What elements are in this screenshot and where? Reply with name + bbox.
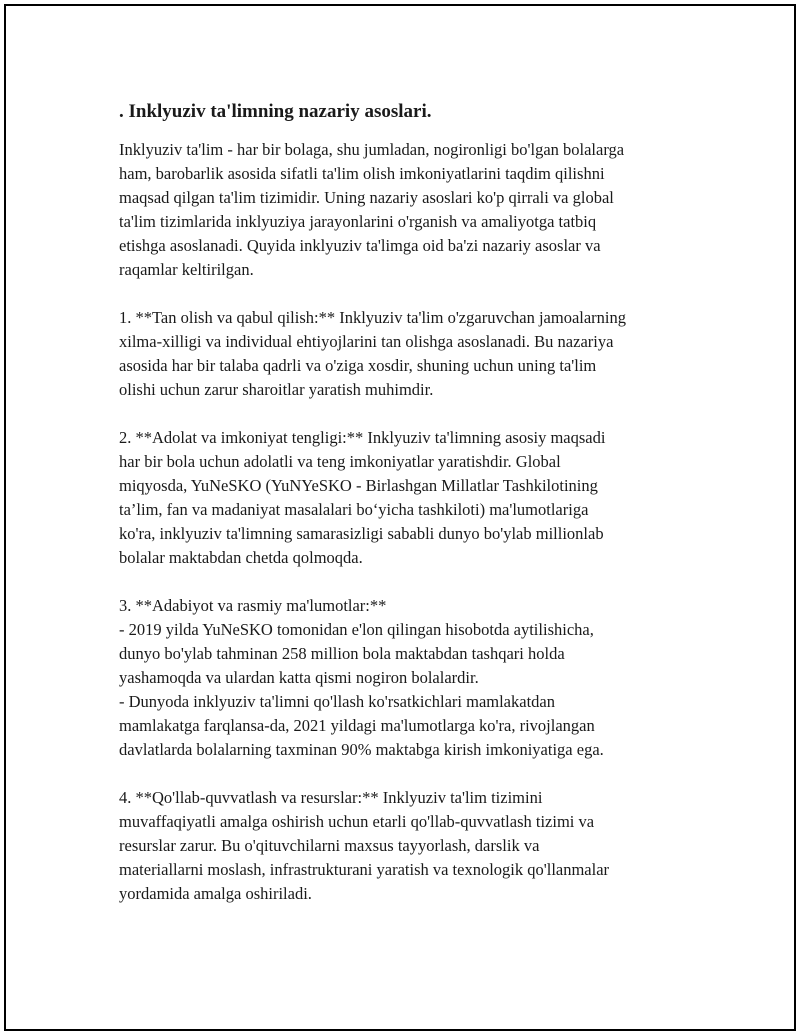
- paragraph-intro: Inklyuziv ta'lim - har bir bolaga, shu jumladan, nogironligi bo'lgan bolalarga ham, barobarlik asosida sifatli ta'lim olish imkoniyatlarini taqdim qilishni maqsad qilgan ta'lim tizimidir. Uning nazariy asoslari ko'p qirrali va global ta'lim tizimlarida inklyuziya jarayonlarini o'rganish va amaliyotga tatbiq etishga asoslanadi. Quyida inklyuziv ta'limga oid ba'zi nazariy asoslar va raqamlar keltirilgan.: [119, 140, 625, 279]
- paragraph-equity: 2. **Adolat va imkoniyat tengligi:** Inklyuziv ta'limning asosiy maqsadi har bir bola uchun adolatli va teng imkoniyatlar yaratishdir. Global miqyosda, YuNeSKO (YuNYeSKO - Birlashgan Millatlar Tashkilotining ta’lim, fan va madaniyat masalalari bo‘yicha tashkiloti) ma'lumotlariga ko'ra, inklyuziv ta'limning samarasizligi sababli dunyo bo'ylab millionlab bolalar maktabdan chetda qolmoqda.: [119, 428, 606, 567]
- paragraph-literature: 3. **Adabiyot va rasmiy ma'lumotlar:** - 2019 yilda YuNeSKO tomonidan e'lon qilingan hisobotda aytilishicha, dunyo bo'ylab tahminan 258 million bola maktabdan tashqari holda yashamoqda va ulardan katta qismi nogiron bolalardir. - Dunyoda inklyuziv ta'limni qo'llash ko'rsatkichlari mamlakatdan mamlakatga farqlansa-da, 2021 yildagi ma'lumotlarga ko'ra, rivojlangan davlatlarda bolalarning taxminan 90% maktabga kirish imkoniyatiga ega.: [119, 596, 604, 759]
- document-title: . Inklyuziv ta'limning nazariy asoslari.: [119, 101, 432, 122]
- paragraph-support: 4. **Qo'llab-quvvatlash va resurslar:** Inklyuziv ta'lim tizimini muvaffaqiyatli amalga oshirish uchun etarli qo'llab-quvvatlash tizimi va resurslar zarur. Bu o'qituvchilarni maxsus tayyorlash, darslik va materiallarni moslash, infrastrukturani yaratish va texnologik qo'llanmalar yordamida amalga oshiriladi.: [119, 788, 610, 903]
- paragraph-recognition: 1. **Tan olish va qabul qilish:** Inklyuziv ta'lim o'zgaruvchan jamoalarning xilma-xilligi va individual ehtiyojlarini tan olishga asoslanadi. Bu nazariya asosida har bir talaba qadrli va o'ziga xosdir, shuning uchun uning ta'lim olishi uchun zarur sharoitlar yaratish muhimdir.: [119, 308, 627, 399]
- page-frame: [4, 4, 796, 1031]
- paragraph-spacer: [119, 402, 694, 426]
- paragraph-spacer: [119, 282, 694, 306]
- paragraph-spacer: [119, 762, 694, 786]
- document-body: [119, 100, 694, 906]
- paragraph-spacer: [119, 570, 694, 594]
